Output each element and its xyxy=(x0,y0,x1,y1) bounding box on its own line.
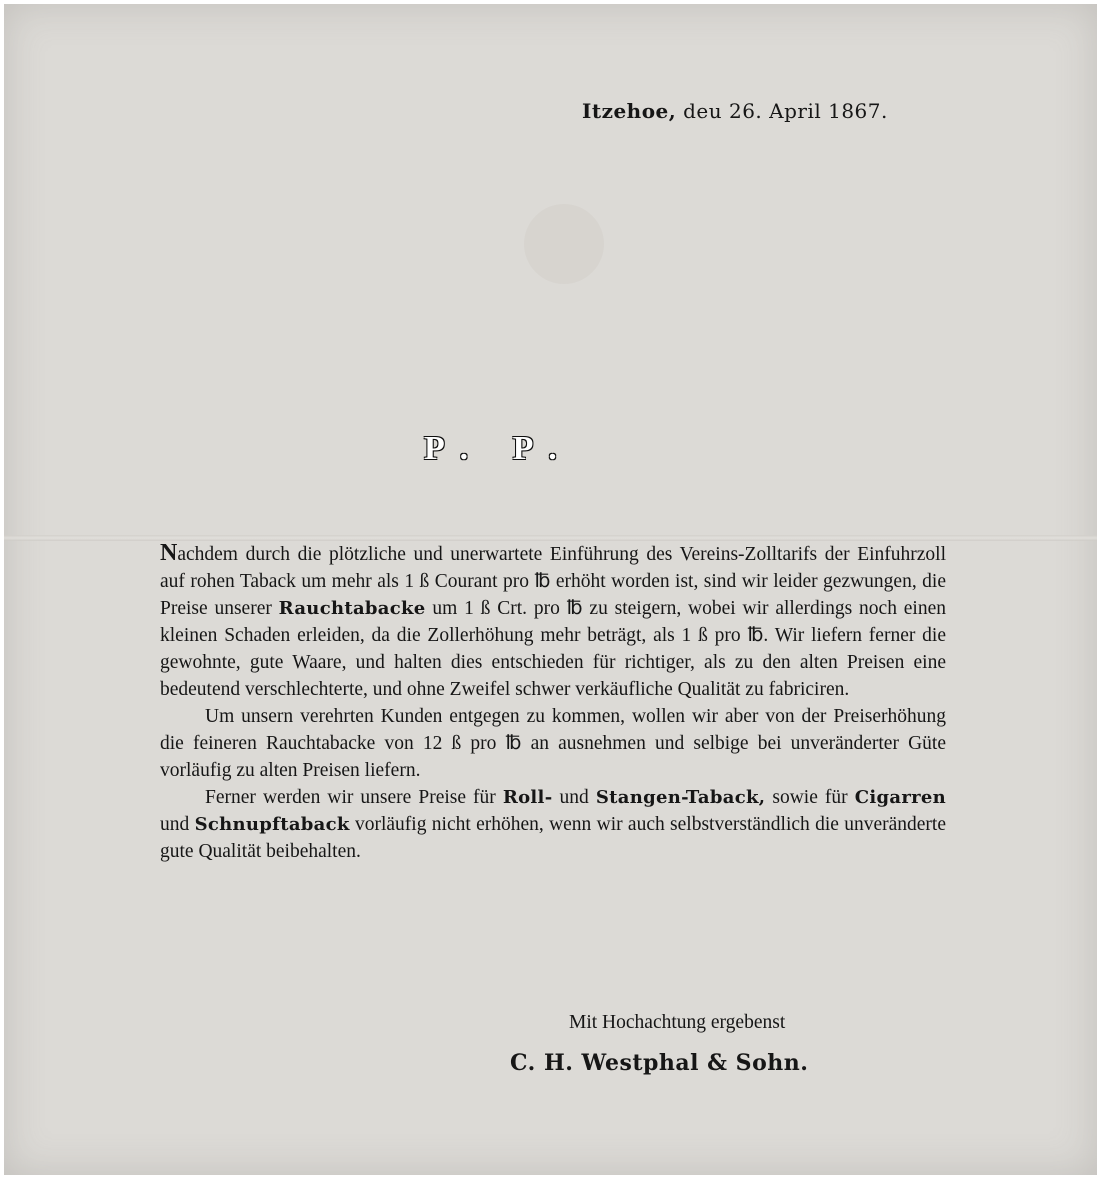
letter-body xyxy=(160,540,946,865)
emphasis-roll: Roll- xyxy=(502,787,553,808)
paragraph-3-text-c: sowie für xyxy=(765,787,855,808)
signature: C. H. Westphal & Sohn. xyxy=(510,1050,809,1076)
city: Itzehoe, xyxy=(582,99,677,123)
paragraph-1-text-b: um 1 ß Crt. pro ℔ zu steigern, wobei wir allerdings noch einen kleinen Schaden erleiden, da die Zollerhöhung mehr beträgt, als 1 ß pro ℔. Wir liefern ferner die gewohnte, gute Waare, und halten dies entschieden für richtiger, als zu den alten Preisen eine bedeutend verschlechterte, und ohne Zweifel schwer verkäufliche Qualität zu fabriciren. xyxy=(160,598,946,700)
emphasis-cigarren: Cigarren xyxy=(854,787,947,808)
letter-page xyxy=(4,4,1097,1175)
paper-stain xyxy=(524,204,604,284)
paragraph-3 xyxy=(160,784,946,865)
paragraph-2: Um unsern verehrten Kunden entgegen zu kommen, wollen wir aber von der Preiserhöhung die feineren Rauchtabacke von 12 ß pro ℔ an ausnehmen und selbige bei unveränderter Güte vorläufig zu alten Preisen liefern. xyxy=(160,706,946,781)
salutation: P. P. xyxy=(424,430,575,467)
emphasis-schnupftaback: Schnupftaback xyxy=(194,814,350,835)
date-line xyxy=(582,99,942,123)
dropcap: N xyxy=(160,540,178,566)
closing-line: Mit Hochachtung ergebenst xyxy=(569,1012,786,1033)
paragraph-3-text-d: und xyxy=(160,814,195,835)
paragraph-1-text-a: achdem durch die plötzliche und unerwartete Einführung des Vereins-Zolltarifs der Einfuhrzoll auf rohen Taback um mehr als 1 ß Courant pro ℔ erhöht worden ist, sind wir leider gezwungen, die Preise unserer xyxy=(160,544,946,619)
date: deu 26. April 1867. xyxy=(683,99,888,123)
paragraph-3-text-e: vorläufig nicht erhöhen, wenn wir auch selbstverständlich die unveränderte gute Qualität beibehalten. xyxy=(160,814,946,862)
emphasis-stangen-taback: Stangen-Taback, xyxy=(595,787,766,808)
paragraph-1 xyxy=(160,540,946,703)
paragraph-3-text-a: Ferner werden wir unsere Preise für xyxy=(205,787,503,808)
emphasis-rauchtabacke: Rauchtabacke xyxy=(278,598,426,619)
paragraph-3-text-b: und xyxy=(552,787,596,808)
